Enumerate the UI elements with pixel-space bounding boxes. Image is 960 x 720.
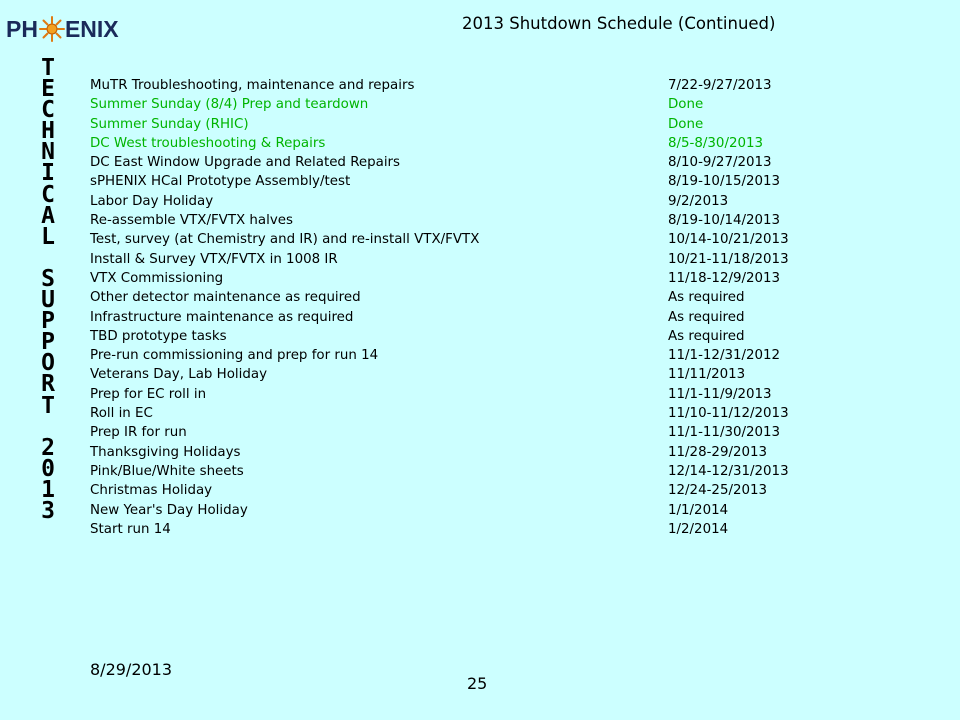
task-name: Prep IR for run (90, 425, 187, 441)
task-name: Other detector maintenance as required (90, 290, 361, 306)
side-label-char: 2 (41, 434, 55, 461)
task-date: 11/11/2013 (668, 367, 746, 383)
task-date: 11/1-11/30/2013 (668, 425, 781, 441)
task-name: Pre-run commissioning and prep for run 14 (90, 348, 379, 364)
task-date: 10/21-11/18/2013 (668, 251, 789, 267)
task-name: TBD prototype tasks (90, 328, 227, 344)
side-label-char: 1 (41, 476, 55, 503)
task-name: Test, survey (at Chemistry and IR) and re-install VTX/FVTX (90, 232, 480, 248)
task-date: 1/1/2014 (668, 502, 729, 518)
side-label-char: 0 (41, 455, 55, 482)
task-date: 8/10-9/27/2013 (668, 155, 772, 171)
logo-text-right: ENIX (64, 15, 119, 42)
task-date: 12/14-12/31/2013 (668, 463, 789, 479)
side-label-char: T (41, 55, 55, 81)
side-label-char: R (41, 371, 55, 398)
page-number: 25 (467, 674, 488, 693)
task-name: Thanksgiving Holidays (90, 444, 241, 460)
side-label (26, 55, 70, 524)
logo-text-left: PH (6, 15, 38, 42)
task-name: Veterans Day, Lab Holiday (90, 367, 267, 383)
task-date: 11/28-29/2013 (668, 444, 768, 460)
task-date: 8/19-10/14/2013 (668, 213, 781, 229)
side-label-char: N (41, 139, 55, 166)
side-label-char: C (41, 97, 55, 124)
task-date: Done (668, 116, 704, 132)
side-label-char: H (41, 118, 55, 145)
side-label-char: O (41, 350, 55, 377)
task-date: 12/24-25/2013 (668, 483, 768, 499)
footer-date: 8/29/2013 (90, 660, 173, 679)
side-label-char: C (41, 181, 55, 208)
side-label-char: L (41, 223, 55, 250)
side-label-char: I (41, 160, 55, 187)
slide-title: 2013 Shutdown Schedule (Continued) (462, 14, 776, 33)
task-name: DC West troubleshooting & Repairs (90, 135, 326, 151)
task-date: 11/1-12/31/2012 (668, 348, 781, 364)
task-name: Infrastructure maintenance as required (90, 309, 354, 325)
side-label-char: 3 (41, 497, 55, 524)
task-name: Labor Day Holiday (90, 193, 214, 209)
side-label-char: P (41, 308, 55, 335)
task-name: Summer Sunday (RHIC) (90, 116, 249, 132)
task-name: Christmas Holiday (90, 483, 213, 499)
side-label-char: E (41, 76, 55, 103)
task-date: 11/1-11/9/2013 (668, 386, 772, 402)
task-name: Summer Sunday (8/4) Prep and teardown (90, 97, 369, 113)
task-date: 11/10-11/12/2013 (668, 406, 789, 422)
task-date: 9/2/2013 (668, 193, 729, 209)
task-date: As required (668, 290, 745, 306)
task-name: sPHENIX HCal Prototype Assembly/test (90, 174, 351, 190)
task-date: 8/5-8/30/2013 (668, 135, 764, 151)
task-date: 10/14-10/21/2013 (668, 232, 789, 248)
task-name: VTX Commissioning (90, 270, 224, 286)
sun-icon (39, 16, 65, 42)
side-label-char: A (41, 202, 55, 229)
task-name: New Year's Day Holiday (90, 502, 248, 518)
task-name: Roll in EC (90, 406, 153, 422)
task-name: Install & Survey VTX/FVTX in 1008 IR (90, 251, 338, 267)
side-label-char: S (41, 265, 55, 292)
task-name: MuTR Troubleshooting, maintenance and repairs (90, 78, 415, 93)
task-date: 7/22-9/27/2013 (668, 78, 772, 93)
task-date: 1/2/2014 (668, 521, 729, 537)
task-name: DC East Window Upgrade and Related Repairs (90, 155, 401, 171)
side-label-char: U (41, 287, 55, 314)
task-name: Prep for EC roll in (90, 386, 207, 402)
task-name: Re-assemble VTX/FVTX halves (90, 213, 293, 229)
phenix-logo (6, 14, 119, 44)
task-date: 11/18-12/9/2013 (668, 270, 781, 286)
task-date: 8/19-10/15/2013 (668, 174, 781, 190)
side-label-char: P (41, 329, 55, 356)
task-date: As required (668, 328, 745, 344)
task-name: Start run 14 (90, 521, 171, 537)
task-date: Done (668, 97, 704, 113)
side-label-char: T (41, 392, 55, 419)
task-name: Pink/Blue/White sheets (90, 463, 244, 479)
task-date: As required (668, 309, 745, 325)
